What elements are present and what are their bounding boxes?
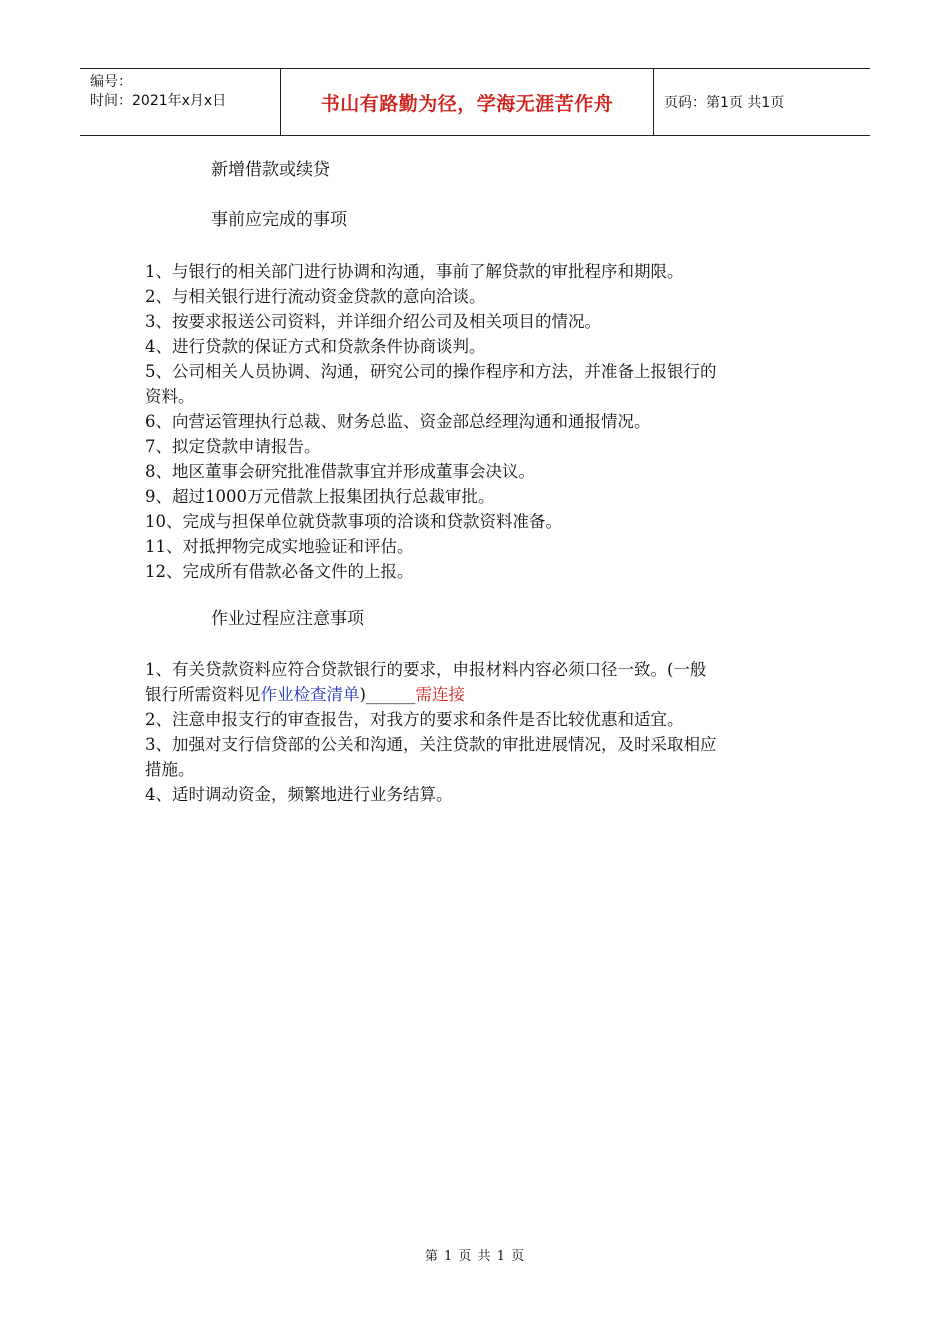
- list-item: 9、超过1000万元借款上报集团执行总裁审批。: [145, 487, 495, 506]
- list-item: 4、适时调动资金，频繁地进行业务结算。: [145, 785, 453, 804]
- list-item: 2、与相关银行进行流动资金贷款的意向洽谈。: [145, 287, 486, 306]
- list-item-text: 银行所需资料见: [145, 685, 261, 704]
- list-item-continuation: [145, 682, 815, 707]
- list-item: 7、拟定贷款申请报告。: [145, 437, 321, 456]
- list-item: 3、按要求报送公司资料，并详细介绍公司及相关项目的情况。: [145, 312, 601, 331]
- page-header: [80, 68, 870, 136]
- list-item: 4、进行贷款的保证方式和贷款条件协商谈判。: [145, 337, 486, 356]
- section-heading-preparation: 事前应完成的事项: [211, 210, 347, 230]
- list-item: 10、完成与担保单位就贷款事项的洽谈和贷款资料准备。: [145, 512, 562, 531]
- preparation-list: [145, 259, 815, 584]
- list-item: 2、注意申报支行的审查报告，对我方的要求和条件是否比较优惠和适宜。: [145, 710, 684, 729]
- header-page-number: 页码：第1页 共1页: [664, 95, 785, 111]
- list-item: 5、公司相关人员协调、沟通，研究公司的操作程序和方法，并准备上报银行的: [145, 362, 717, 381]
- list-item-continuation: 措施。: [145, 760, 195, 779]
- section-heading-process: 作业过程应注意事项: [211, 609, 364, 629]
- list-item: 11、对抵押物完成实地验证和评估。: [145, 537, 414, 556]
- list-item-text: )______: [359, 685, 416, 704]
- list-item: 6、向营运管理执行总裁、财务总监、资金部总经理沟通和通报情况。: [145, 412, 651, 431]
- list-item-continuation: 资料。: [145, 387, 195, 406]
- document-time-label: 时间：2021年x月x日: [90, 93, 227, 109]
- list-item: 1、有关贷款资料应符合贷款银行的要求，申报材料内容必须口径一致。(一般: [145, 660, 707, 679]
- list-item: 12、完成所有借款必备文件的上报。: [145, 562, 414, 581]
- checklist-link[interactable]: 作业检查清单: [260, 685, 360, 704]
- list-item: 1、与银行的相关部门进行协调和沟通，事前了解贷款的审批程序和期限。: [145, 262, 684, 281]
- document-title: 新增借款或续贷: [211, 160, 330, 180]
- process-list: [145, 657, 815, 807]
- document-code-label: 编号：: [90, 74, 132, 90]
- list-item: 3、加强对支行信贷部的公关和沟通，关注贷款的审批进展情况，及时采取相应: [145, 735, 717, 754]
- page-footer: 第 1 页 共 1 页: [424, 1249, 526, 1264]
- header-motto: 书山有路勤为径，学海无涯苦作舟: [281, 69, 654, 135]
- list-item: 8、地区董事会研究批准借款事宜并形成董事会决议。: [145, 462, 535, 481]
- header-meta-cell: [80, 69, 281, 135]
- link-needed-note: 需连接: [415, 685, 465, 704]
